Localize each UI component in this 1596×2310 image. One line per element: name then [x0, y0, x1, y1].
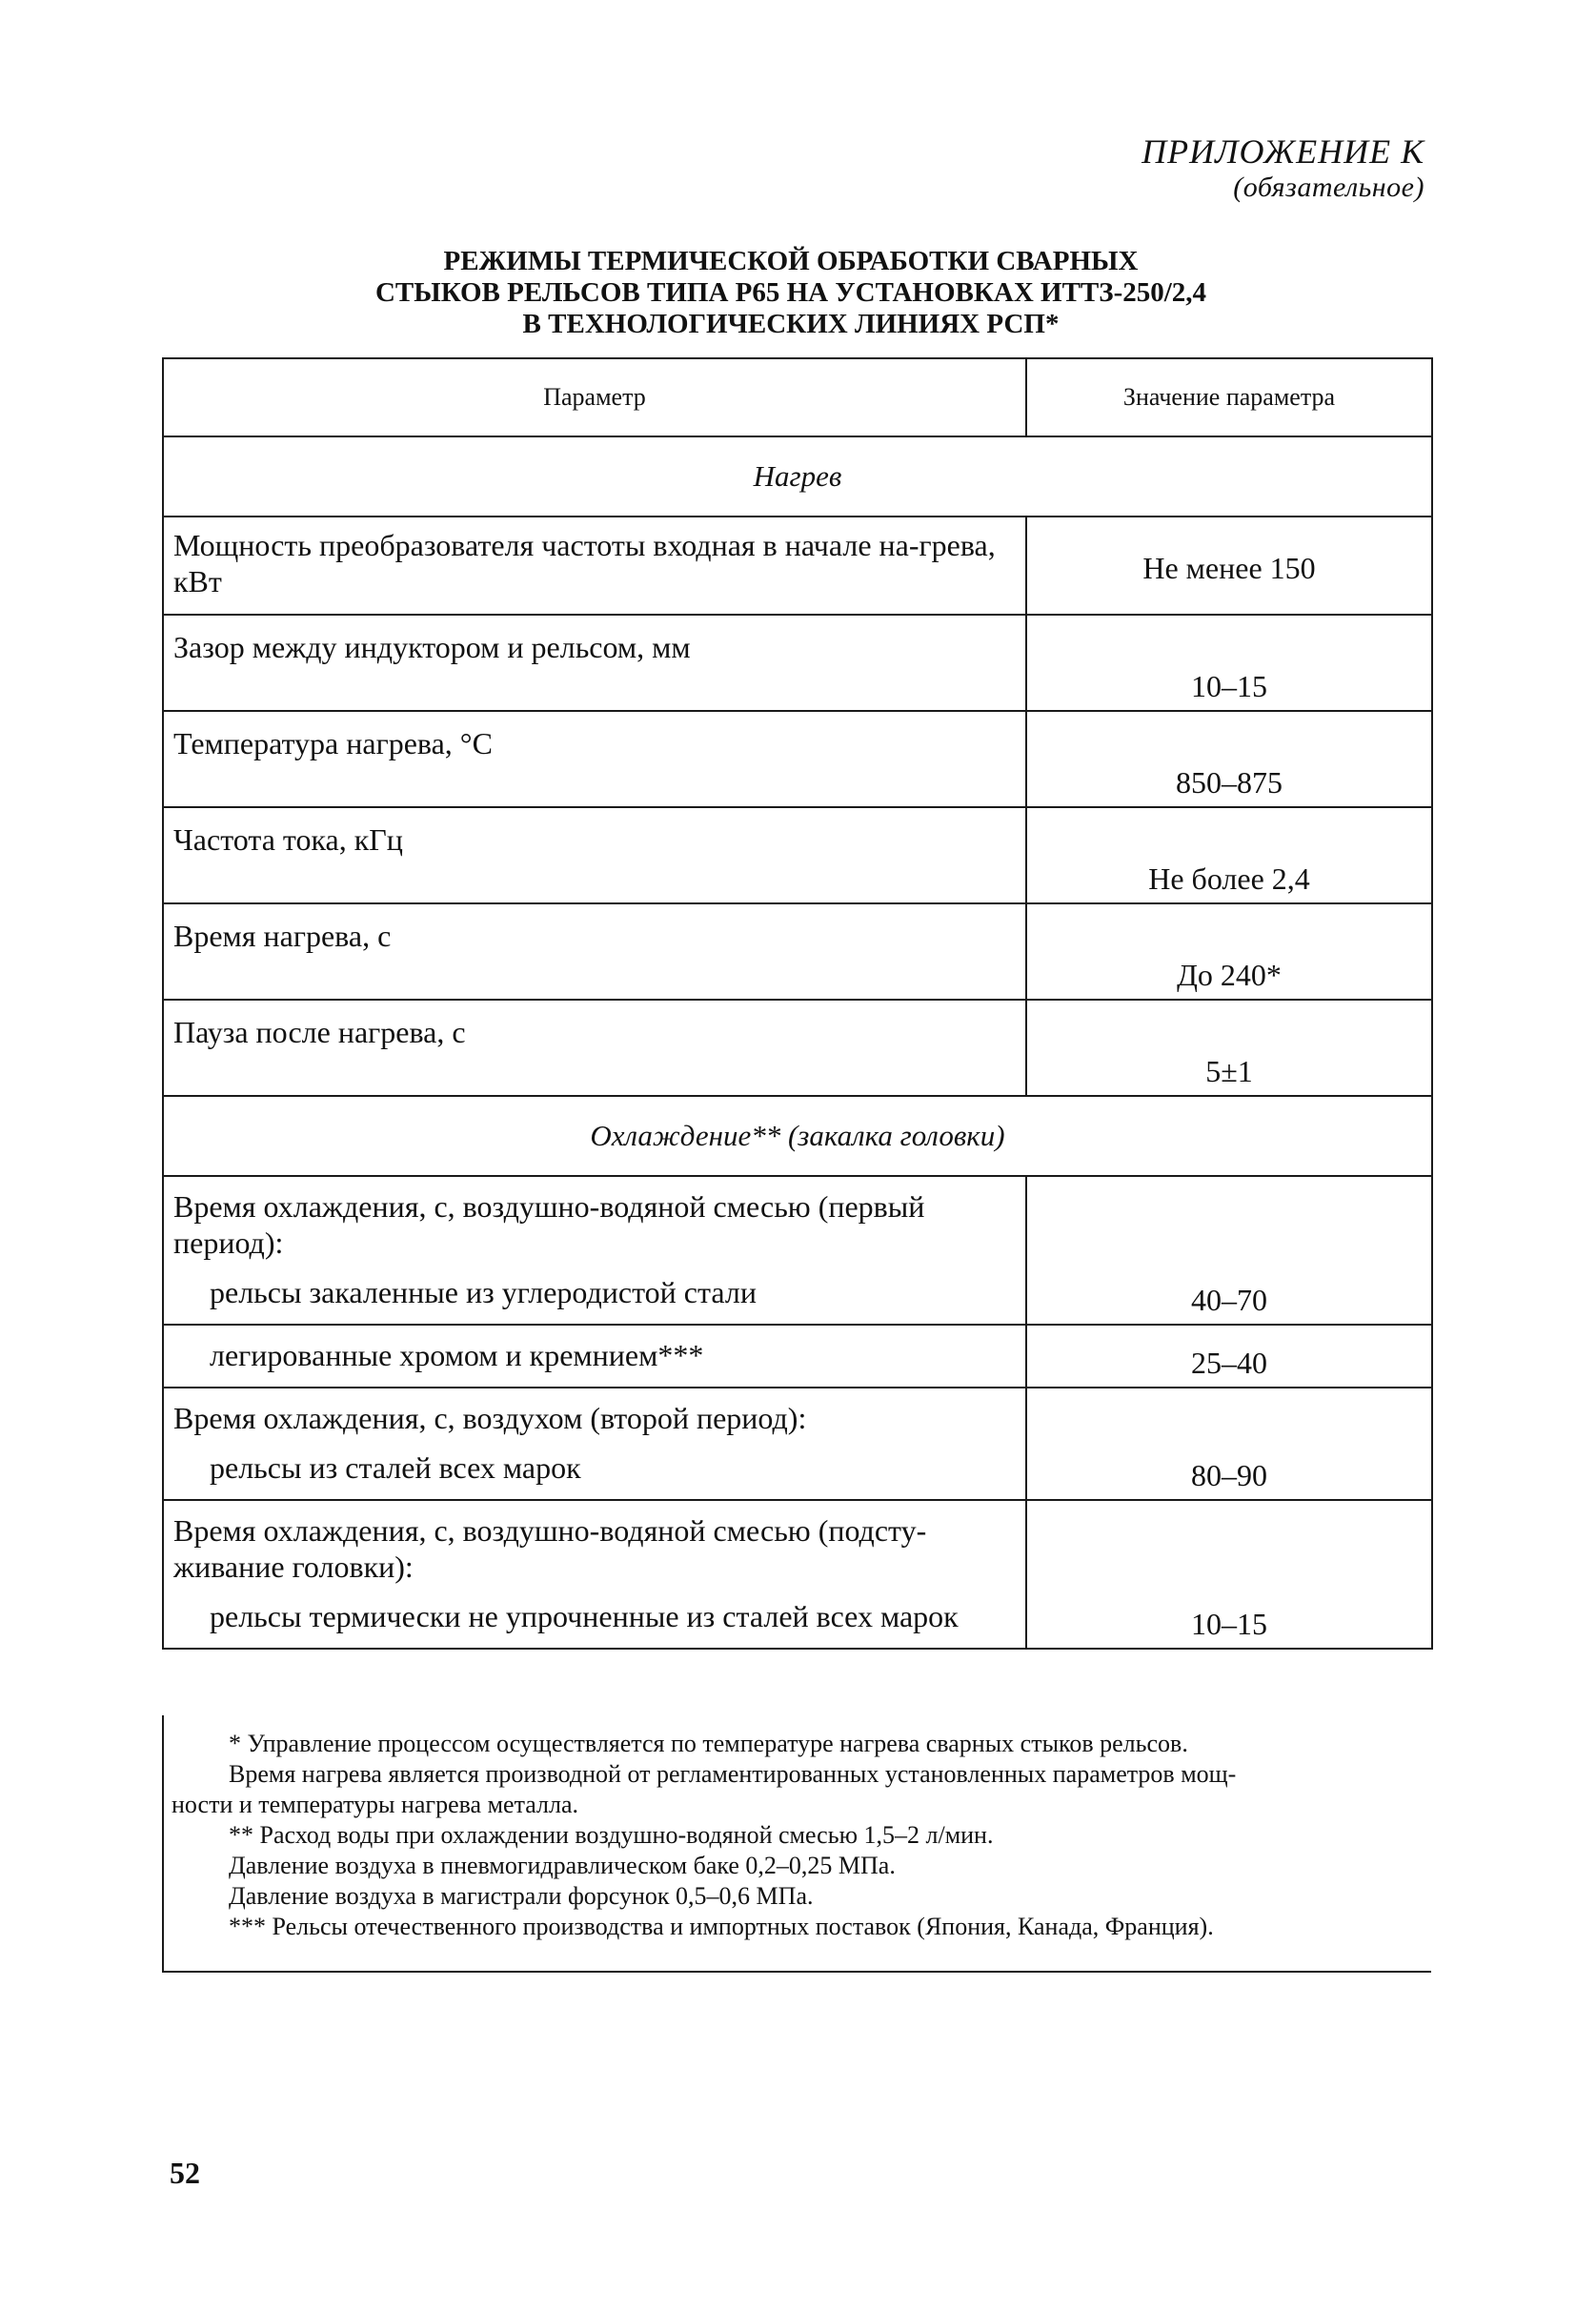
row-value: 25–40 [1026, 1325, 1432, 1388]
section-heating-label: Нагрев [163, 436, 1432, 517]
row-param: Температура нагрева, °С [163, 711, 1026, 807]
footnote-3: *** Рельсы отечественного производства и импортных поставок (Япония, Канада, Франция). [229, 1913, 1214, 1940]
footnote-line: Время нагрева является производной от регламентированных установленных параметров мощ- [229, 1760, 1237, 1788]
table-row [163, 1176, 1432, 1325]
group-title: Время охлаждения, с, воздушно-водяной смесью (подсту-живание головки): [173, 1513, 927, 1584]
appendix-label: ПРИЛОЖЕНИЕ К [1141, 132, 1424, 171]
row-param: Пауза после нагрева, с [163, 1000, 1026, 1096]
table-row [163, 711, 1432, 807]
group-item: рельсы из сталей всех марок [210, 1450, 581, 1485]
row-value: 5±1 [1026, 1000, 1432, 1096]
row-value: Не менее 150 [1026, 517, 1432, 615]
footnote-line: Давление воздуха в магистрали форсунок 0,5–0,6 МПа. [229, 1882, 814, 1910]
row-value: 80–90 [1026, 1388, 1432, 1500]
section-heating [163, 436, 1432, 517]
appendix-heading [1141, 133, 1424, 203]
table-row [163, 615, 1432, 711]
group-item: рельсы закаленные из углеродистой стали [210, 1275, 757, 1309]
footnotes [162, 1715, 1431, 1973]
parameters-table [162, 357, 1431, 1650]
row-param [163, 1500, 1026, 1649]
row-param: Зазор между индуктором и рельсом, мм [163, 615, 1026, 711]
group-item: легированные хромом и кремнием*** [210, 1338, 704, 1372]
row-value: 10–15 [1026, 1500, 1432, 1649]
table-row [163, 1325, 1432, 1388]
title-line-1: РЕЖИМЫ ТЕРМИЧЕСКОЙ ОБРАБОТКИ СВАРНЫХ [443, 246, 1139, 276]
title-line-2: СТЫКОВ РЕЛЬСОВ ТИПА Р65 НА УСТАНОВКАХ ИТТЗ-250/2,4 [374, 276, 1207, 308]
header-parameter: Параметр [163, 358, 1026, 436]
table-row [163, 1500, 1432, 1649]
row-param [163, 1388, 1026, 1500]
table-row [163, 517, 1432, 615]
group-title: Время охлаждения, с, воздухом (второй период): [173, 1401, 807, 1435]
section-cooling [163, 1096, 1432, 1176]
row-param: Частота тока, кГц [163, 807, 1026, 903]
row-param: Мощность преобразователя частоты входная в начале на-грева, кВт [163, 517, 1026, 615]
title-line-3: В ТЕХНОЛОГИЧЕСКИХ ЛИНИЯХ РСП* [522, 308, 1060, 339]
appendix-note: (обязательное) [1233, 171, 1424, 203]
footnote-line: Давление воздуха в пневмогидравлическом баке 0,2–0,25 МПа. [229, 1852, 896, 1879]
table-row [163, 903, 1432, 1000]
row-value: 40–70 [1026, 1176, 1432, 1325]
row-value: Не более 2,4 [1026, 807, 1432, 903]
footnote-1: * Управление процессом осуществляется по температуре нагрева сварных стыков рельсов. [229, 1730, 1188, 1757]
row-value: До 240* [1026, 903, 1432, 1000]
row-param [163, 1325, 1026, 1388]
row-value: 850–875 [1026, 711, 1432, 807]
footnote-line: ности и температуры нагрева металла. [172, 1791, 579, 1818]
table-row [163, 1388, 1432, 1500]
row-param: Время нагрева, с [163, 903, 1026, 1000]
header-value: Значение параметра [1026, 358, 1432, 436]
document-title [314, 246, 1267, 339]
table-row [163, 807, 1432, 903]
group-title: Время охлаждения, с, воздушно-водяной смесью (первый период): [173, 1189, 925, 1260]
table-row [163, 1000, 1432, 1096]
row-param [163, 1176, 1026, 1325]
row-value: 10–15 [1026, 615, 1432, 711]
footnote-2: ** Расход воды при охлаждении воздушно-водяной смесью 1,5–2 л/мин. [229, 1821, 994, 1849]
table-header-row [163, 358, 1432, 436]
page-number: 52 [170, 2156, 200, 2190]
section-cooling-label: Охлаждение** (закалка головки) [163, 1096, 1432, 1176]
group-item: рельсы термически не упрочненные из сталей всех марок [210, 1599, 959, 1633]
